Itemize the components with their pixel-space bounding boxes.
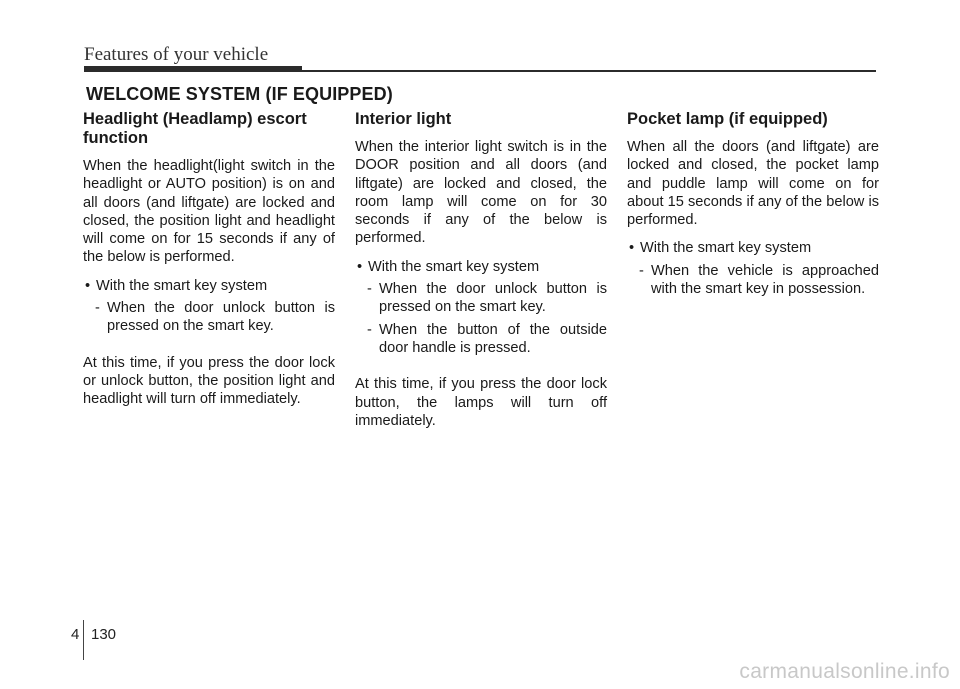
sub-item [627,262,879,299]
watermark: carmanualsonline.info [739,660,950,683]
bullet-text: With the smart key system [368,258,540,275]
sub-text: When the door unlock button is pressed on the smart key. [379,281,607,316]
sub-text: When the vehicle is approached with the smart key in possession. [651,262,879,298]
pocket-lamp-heading: Pocket lamp (if equipped) [627,110,828,128]
bullet-item [83,277,335,295]
sub-item [355,321,607,358]
footer-chapter-number: 4 [71,626,80,643]
column-pocket-lamp [627,110,879,302]
interior-light-intro: When the interior light switch is in the DOOR position and all doors (and liftgate) are locked and closed, the room lamp will come on for 30 seconds if any of the below is performed. [355,139,607,247]
sub-text: When the door unlock button is pressed on the smart key. [107,300,335,335]
header-rule-thin [302,70,876,72]
bullet-item [627,239,879,257]
headlight-escort-heading: Headlight (Headlamp) escort function [83,110,307,147]
bullet-item [355,258,607,276]
dash-icon: - [639,262,644,279]
footer-page-number: 130 [91,626,117,643]
column-headlight-escort [83,110,335,409]
interior-light-outro: At this time, if you press the door lock button, the lamps will turn off immediately. [355,376,607,429]
sub-text: When the button of the outside door handle is pressed. [379,321,607,356]
dash-icon: - [95,300,100,317]
bullet-icon: • [357,258,363,275]
interior-light-heading: Interior light [355,110,452,128]
header-rule-thick [84,66,302,72]
sub-item [83,299,335,336]
footer-divider-vertical [83,620,84,660]
headlight-escort-intro: When the headlight(light switch in the headlight or AUTO position) is on and all doors (and liftgate) are locked and closed, the position light and headlight will come on for 15 seconds if any of the below is performed. [83,158,335,266]
column-interior-light [355,110,607,430]
dash-icon: - [367,321,372,338]
sub-item [355,280,607,317]
bullet-icon: • [85,277,91,294]
bullet-text: With the smart key system [640,240,812,257]
bullet-icon: • [629,240,635,257]
bullet-text: With the smart key system [96,277,268,294]
pocket-lamp-intro: When all the doors (and liftgate) are locked and closed, the pocket lamp and puddle lamp will come on for about 15 seconds if any of the below is performed. [627,139,879,229]
headlight-escort-outro: At this time, if you press the door lock or unlock button, the position light and headlight will turn off immediately. [83,354,335,408]
dash-icon: - [367,281,372,298]
page-header-title: Features of your vehicle [84,44,269,65]
section-title: WELCOME SYSTEM (IF EQUIPPED) [86,84,393,104]
